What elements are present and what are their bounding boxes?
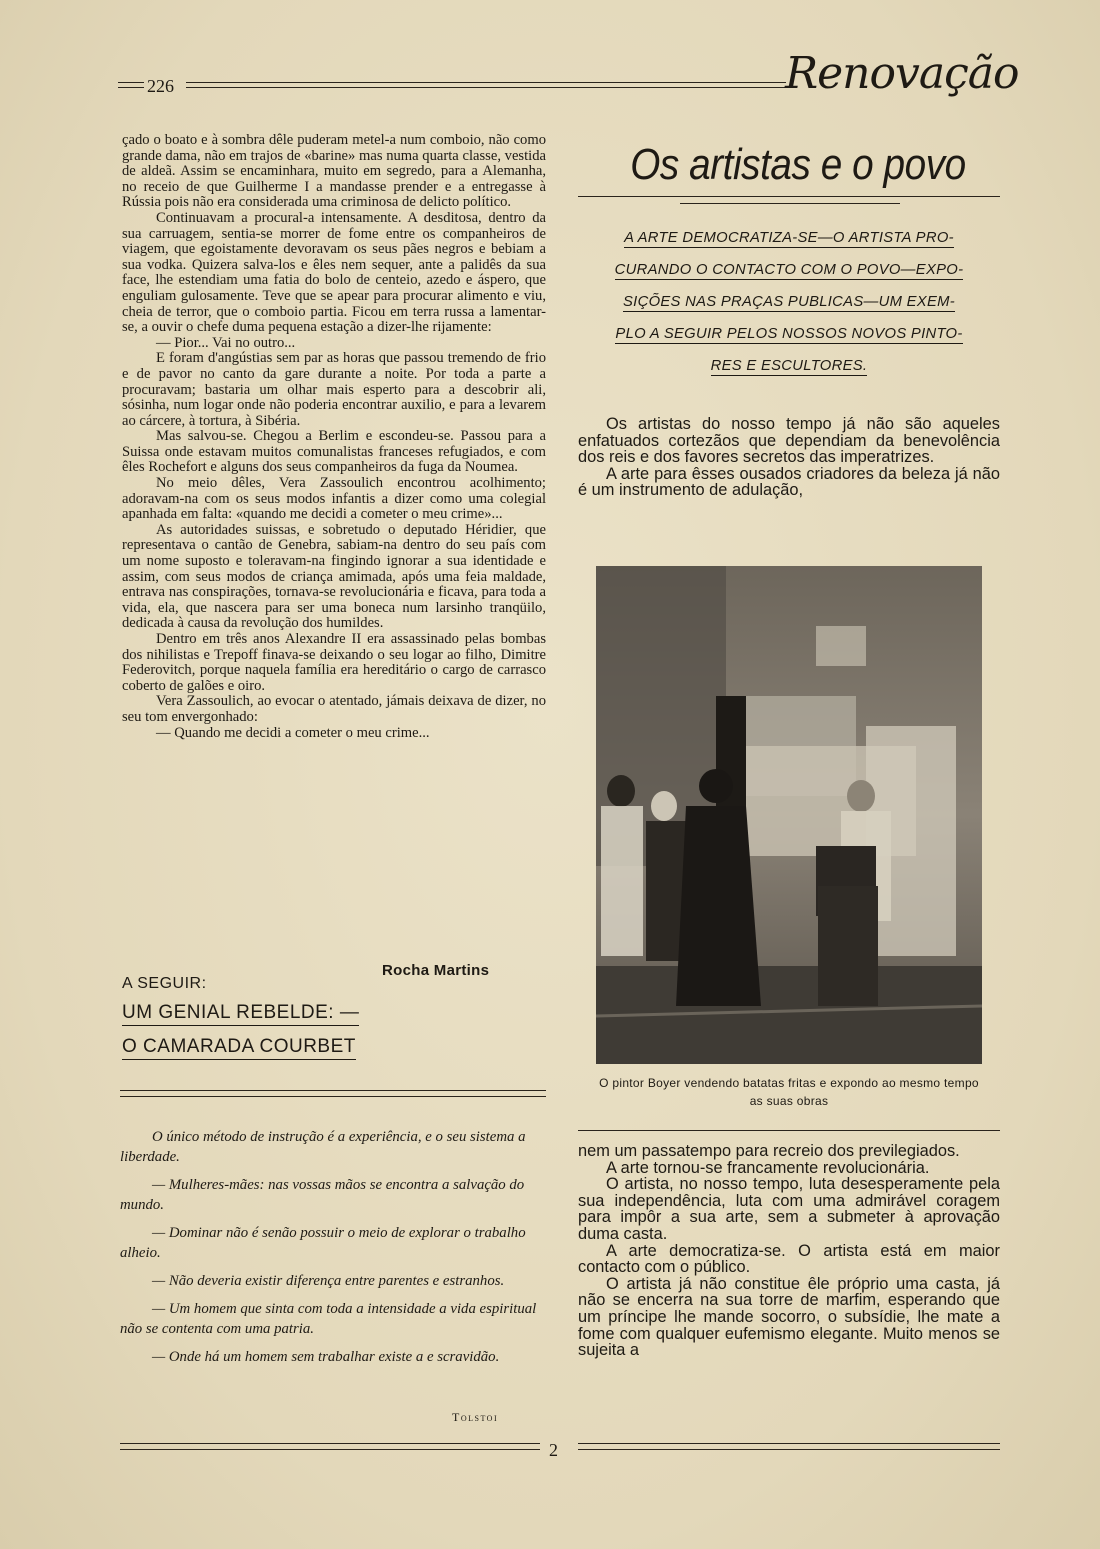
quotes-signature: Tolstoi [452, 1410, 499, 1424]
next-issue-title-1: UM GENIAL REBELDE: — [122, 1002, 359, 1026]
header-rule-2 [186, 87, 786, 88]
quote-item: — Onde há um homem sem trabalhar existe a e scravidão. [152, 1349, 500, 1365]
right-article-body-bottom [578, 1143, 1000, 1359]
right-article-body-top [578, 416, 1000, 499]
right-paragraph: Os artistas do nosso tempo já não são aqueles enfatuados cortezãos que dependiam da benevolência dos reis e dos favores secretos das imperatrizes. [578, 415, 1000, 467]
header-rule-left [118, 82, 144, 83]
quotes-rule-top-2 [120, 1096, 546, 1097]
right-paragraph: nem um passatempo para recreio dos previlegiados. [578, 1142, 960, 1160]
title-rule [578, 196, 1000, 197]
photo-caption: O pintor Boyer vendendo batatas fritas e expondo ao mesmo tempo as suas obras [599, 1076, 979, 1108]
right-paragraph: O artista, no nosso tempo, luta desesperamente pela sua independência, luta com uma admirável coragem para impôr a sua arte, sem a submeter à aprovação duma casta. [578, 1175, 1000, 1243]
subtitle-line: A ARTE DEMOCRATIZA-SE—O ARTISTA PRO- [624, 230, 954, 246]
right-paragraph: O artista já não constitue êle próprio uma casta, já não se encerra na sua torre de marfim, esperando que um príncipe lhe mande socorro, o subsídie, lhe mate a fome com qualquer eufemismo elegante. Muito menos se sujeita a [578, 1274, 1000, 1360]
next-issue-label: A SEGUIR: [122, 975, 207, 992]
right-paragraph: A arte tornou-se francamente revolucionária. [606, 1158, 930, 1177]
article-subtitle [578, 222, 1000, 382]
header-rule [186, 82, 786, 83]
quote-item: — Um homem que sinta com toda a intensidade a vida espiritual não se contenta com uma patria. [120, 1301, 537, 1337]
header-rule-left-2 [118, 87, 144, 88]
left-article-body [122, 133, 546, 741]
next-issue-title-2: O CAMARADA COURBET [122, 1036, 356, 1060]
quote-item: O único método de instrução é a experiência, e o seu sistema a liberdade. [120, 1129, 526, 1165]
title-rule-short [680, 203, 900, 204]
article-title: Os artistas e o povo [630, 140, 966, 189]
left-paragraph: Vera Zassoulich, ao evocar o atentado, jámais deixava de dizer, no seu tom envergonhado: [122, 693, 546, 725]
subtitle-line: RES E ESCULTORES. [710, 358, 868, 374]
right-paragraph: A arte para êsses ousados criadores da beleza já não é um instrumento de adulação, [578, 464, 1000, 500]
left-paragraph: No meio dêles, Vera Zassoulich encontrou acolhimento; adoravam-na com os seus modos infantis a dizer como uma colegial apanhada em falta: «quando me decidi a cometer o meu crime»... [122, 475, 546, 523]
subtitle-line: CURANDO O CONTACTO COM O POVO—EXPO- [614, 262, 964, 278]
subtitle-line: SIÇÕES NAS PRAÇAS PUBLICAS—UM EXEM- [623, 294, 955, 310]
quote-item: — Mulheres-mães: nas vossas mãos se encontra a salvação do mundo. [120, 1177, 525, 1213]
footer-rule-left [120, 1443, 540, 1444]
footer-rule-right [578, 1443, 1000, 1444]
tolstoi-quotes [120, 1127, 546, 1375]
subtitle-line: PLO A SEGUIR PELOS NOSSOS NOVOS PINTO- [615, 326, 963, 342]
quote-item: — Dominar não é senão possuir o meio de explorar o trabalho alheio. [120, 1225, 526, 1261]
left-paragraph: çado o boato e à sombra dêle puderam metel-a num comboio, não como grande dama, não em trajos de «barine» mas numa quarta classe, vestida de aldeã. Assim se encaminhara, muito em segredo, para a Alemanha, no receio de que Guilherme I a mandasse prender e a entregasse à Rússia pois não era considerada uma criminosa de delicto político. [122, 132, 546, 211]
left-paragraph: As autoridades suissas, e sobretudo o deputado Héridier, que representava o cantão de Genebra, sabiam-na dentro do seu país com um nome suposto e toleravam-na fingindo ignorar a sua identidade e assim, com seus modos de criança amimada, após uma feia maldade, entrava nas conspirações, tornava-se revolucionária e ficava, para toda a vida, ela, que nascera para ser uma boneca num larsinho tranqüilo, dedicada à causa da revolução dos humildes. [122, 521, 546, 632]
left-paragraph: Mas salvou-se. Chegou a Berlim e escondeu-se. Passou para a Suissa onde estavam muitos comunalistas franceses refugiados, e com êles Rochefort e alguns dos seus companheiros da fuga da Noumea. [122, 428, 546, 476]
quote-item: — Não deveria existir diferença entre parentes e estranhos. [152, 1273, 505, 1289]
left-paragraph: E foram d'angústias sem par as horas que passou tremendo de frio e de pavor no canto da gare durante a noite. Por toda a parte a procuravam; bastaria um olhar mais esperto para a descobrir ali, sósinha, num logar onde não poderia encontrar auxilio, e para a levarem ao cárcere, à tortura, à Sibéria. [122, 350, 546, 429]
left-paragraph: Dentro em três anos Alexandre II era assassinado pelas bombas dos nihilistas e Trepoff finava-se deixando o seu logar ao filho, Dimitre Federovitch, porque naquela família era hereditário o cargo de carrasco coberto de galões e oiro. [122, 631, 546, 694]
quotes-rule-top [120, 1090, 546, 1091]
right-paragraph: A arte democratiza-se. O artista está em maior contacto com o público. [578, 1241, 1000, 1277]
left-paragraph: — Quando me decidi a cometer o meu crime... [156, 724, 430, 741]
article-author: Rocha Martins [382, 962, 490, 979]
page-number: 226 [147, 76, 174, 96]
caption-rule [578, 1130, 1000, 1131]
article-photo [596, 566, 982, 1064]
footer-page-number: 2 [549, 1440, 558, 1460]
footer-rule-right-2 [578, 1449, 1000, 1450]
left-paragraph: — Pior... Vai no outro... [156, 334, 296, 351]
photo-illustration [596, 566, 982, 1064]
footer-rule-left-2 [120, 1449, 540, 1450]
magazine-logo: Renovação [785, 48, 1019, 99]
left-paragraph: Continuavam a procural-a intensamente. A desditosa, dentro da sua carruagem, sentia-se morrer de fome entre os companheiros de viagem, que egoistamente devoravam os seus pães negros e bebiam a sua vodka. Quizera salva-los e êles nem sequer, ante a palidês da sua face, lhe estendiam uma fatia do bolo de centeio, azedo e áspero, que enguliam gulosamente. Teve que se apear para procurar alimento e viu, cheia de terror, que o comboio partia. Ficou em terra russa a lamentar-se, a ouvir o chefe duma pequena estação a dizer-lhe rijamente: [122, 209, 546, 336]
